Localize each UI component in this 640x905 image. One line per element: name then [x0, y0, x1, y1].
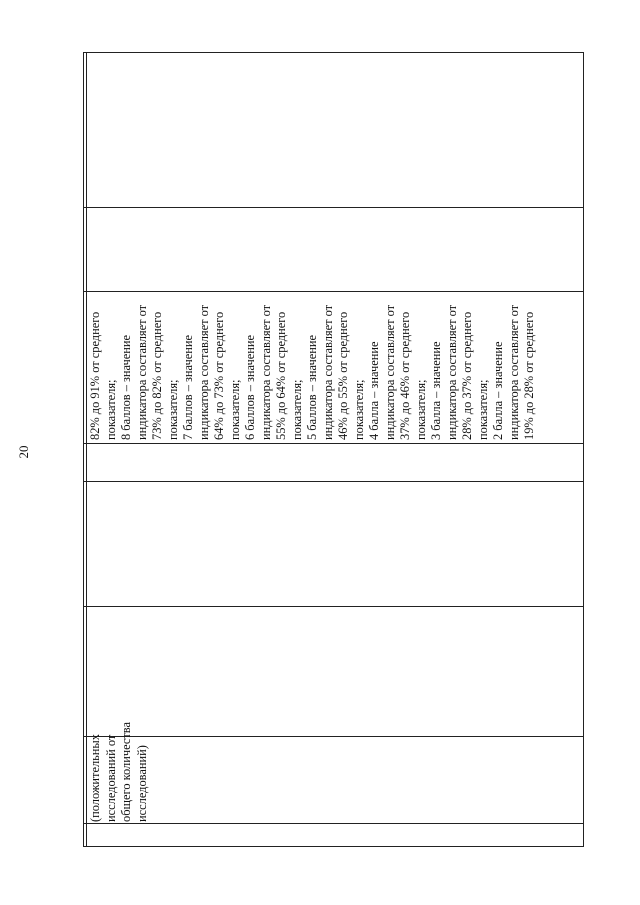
cell-line: показателя; [351, 379, 366, 440]
cell-line: 46% до 55% от среднего [336, 311, 350, 440]
cell-line: индикатора составляет от [258, 304, 273, 440]
cell-line: 37% до 46% от среднего [398, 311, 412, 440]
cell-line: показателя; [475, 379, 490, 440]
cell-line: 3 балла – значение [429, 341, 443, 440]
cell-line: показателя; [289, 379, 304, 440]
column-divider-5 [84, 606, 583, 607]
cell-line: 73% до 82% от среднего [150, 311, 164, 440]
cell-line: исследований от [103, 734, 118, 822]
column-divider-3 [84, 443, 583, 444]
cell-line: 8 баллов – значение [119, 334, 133, 440]
cell-line: исследований) [134, 745, 149, 822]
cell-line: 64% до 73% от среднего [212, 311, 226, 440]
cell-line: 19% до 28% от среднего [522, 311, 536, 440]
cell-line: индикатора составляет от [134, 304, 149, 440]
column-divider-6 [84, 736, 583, 737]
cell-line: 4 балла – значение [367, 341, 381, 440]
cell-line: 55% до 64% от среднего [274, 311, 288, 440]
cell-line: общего количества [119, 722, 133, 822]
table-frame [83, 52, 584, 847]
cell-line: 5 баллов – значение [305, 334, 319, 440]
page-number: 20 [16, 445, 31, 459]
cell-line: показателя; [165, 379, 180, 440]
cell-line: индикатора составляет от [444, 304, 459, 440]
cell-line: индикатора составляет от [320, 304, 335, 440]
cell-line: 6 баллов – значение [243, 334, 257, 440]
cell-line: показателя; [413, 379, 428, 440]
column-divider-7 [84, 823, 583, 824]
cell-line: индикатора составляет от [506, 304, 521, 440]
cell-line: 2 балла – значение [491, 341, 505, 440]
cell-line: 7 баллов – значение [181, 334, 195, 440]
cell-line: индикатора составляет от [196, 304, 211, 440]
cell-line: индикатора составляет от [382, 304, 397, 440]
cell-line: показателя; [227, 379, 242, 440]
cell-first-column [88, 722, 150, 822]
column-divider-2 [84, 291, 583, 292]
cell-criteria-column [88, 305, 538, 440]
cell-line: (положительных [88, 734, 102, 822]
table-inner-left-border [86, 53, 87, 846]
cell-line: показателя; [103, 379, 118, 440]
column-divider-4 [84, 481, 583, 482]
cell-line: 82% до 91% от среднего [88, 311, 102, 440]
cell-line: 28% до 37% от среднего [460, 311, 474, 440]
column-divider-1 [84, 207, 583, 208]
